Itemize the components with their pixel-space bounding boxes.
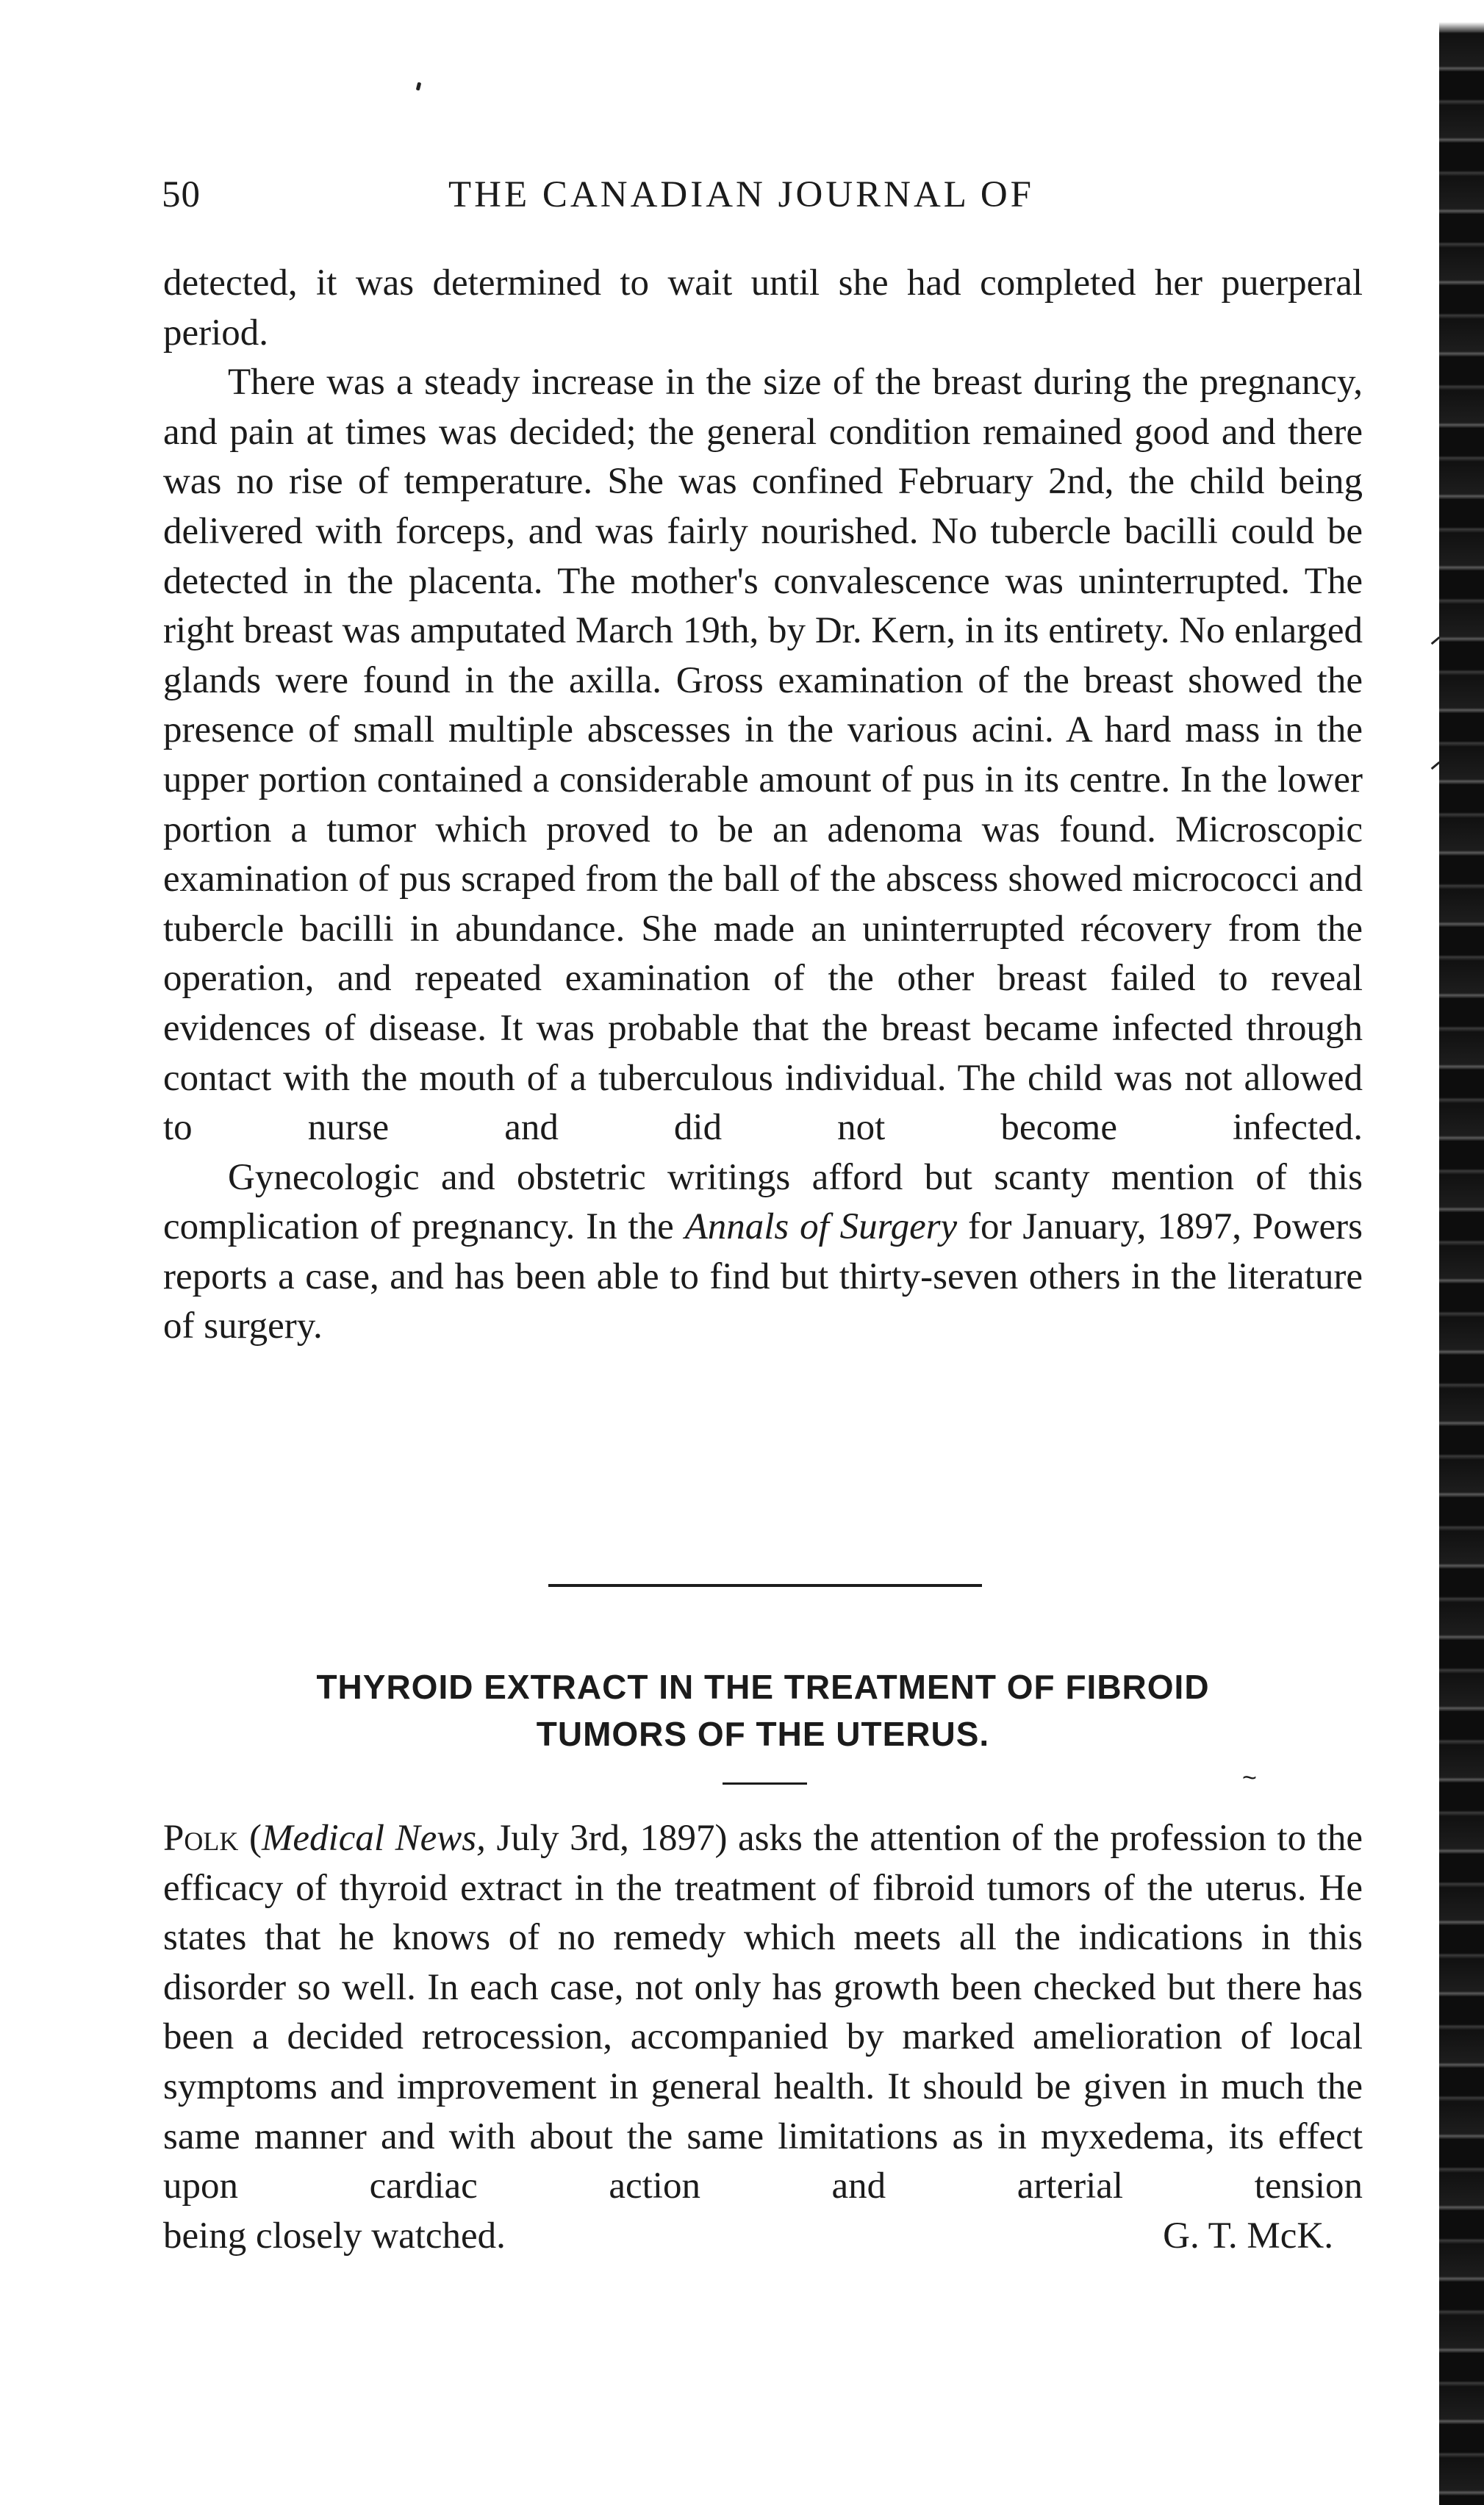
section-heading-line-1: THYROID EXTRACT IN THE TREATMENT OF FIBROID: [316, 1668, 1210, 1706]
abstract-paragraph: [163, 1814, 1363, 2212]
signature-line: [163, 2212, 1363, 2262]
source-journal-italic: Medical News,: [261, 1818, 486, 1859]
section-heading-line-2: TUMORS OF THE UTERUS.: [536, 1715, 990, 1753]
literature-text-after: for January, 1897, Powers reports a case, and has been able to find but thirty-seven others in the literature of surgery.: [163, 1206, 1363, 1347]
stray-mark: ~: [1242, 1764, 1257, 1792]
author-name: Polk: [163, 1818, 239, 1859]
journal-title: THE CANADIAN JOURNAL OF: [448, 174, 1035, 215]
scan-edge-top: [1439, 0, 1484, 32]
author-signature: G. T. McK.: [1163, 2215, 1333, 2257]
literature-text-before: Gynecologic and obstetric writings afford but scanty mention of this complication of pregnancy. In the: [163, 1156, 1363, 1248]
paragraph-literature: [163, 1153, 1363, 1352]
ink-speck: [416, 82, 422, 91]
abstract-body: July 3rd, 1897) asks the attention of the profession to the efficacy of thyroid extract in the treatment of fibroid tumors of the uterus. He states that he knows of no remedy which meets all the indications in this disorder so well. In each case, not only has growth been checked but there has been a decided retrocession, accompanied by marked amelioration of local symptoms and improvement in general health. It should be given in much the same manner and with about the same limitations as in myxedema, its effect upon cardiac action and arterial tension: [163, 1818, 1363, 2207]
section-divider-rule: [548, 1584, 982, 1587]
abstract-block: [163, 1814, 1363, 2261]
heading-underline-rule: [723, 1782, 807, 1785]
scan-edge-shadow: [1439, 0, 1484, 2505]
section-heading: [163, 1663, 1363, 1757]
article-continued: [163, 259, 1363, 1352]
paragraph-case-report: There was a steady increase in the size of the breast during the pregnancy, and pain at times was decided; the general condition remained good and there was no rise of temperature. She was confined February 2nd, the child being delivered with forceps, and was fairly nourished. No tubercle bacilli could be detected in the placenta. The mother's convalescence was uninterrupted. The right breast was amputated March 19th, by Dr. Kern, in its entirety. No enlarged glands were found in the axilla. Gross examination of the breast showed the presence of small multiple abscesses in the various acini. A hard mass in the upper portion contained a considerable amount of pus in its centre. In the lower portion a tumor which proved to be an adenoma was found. Microscopic examination of pus scraped from the ball of the abscess showed micrococci and tubercle bacilli in abundance. She made an uninterrupted récovery from the operation, and repeated examination of the other breast failed to reveal evidences of disease. It was probable that the breast became infected through contact with the mouth of a tuberculous individual. The child was not allowed to nurse and did not become infected.: [163, 362, 1363, 1149]
page-number: 50: [162, 174, 201, 215]
paragraph-continued: detected, it was determined to wait until she had completed her puerperal period.: [163, 262, 1363, 354]
journal-name-italic: Annals of Surgery: [684, 1206, 958, 1248]
running-head: [162, 173, 1367, 225]
open-paren: (: [238, 1818, 262, 1859]
abstract-final-line: being closely watched.: [163, 2215, 506, 2257]
